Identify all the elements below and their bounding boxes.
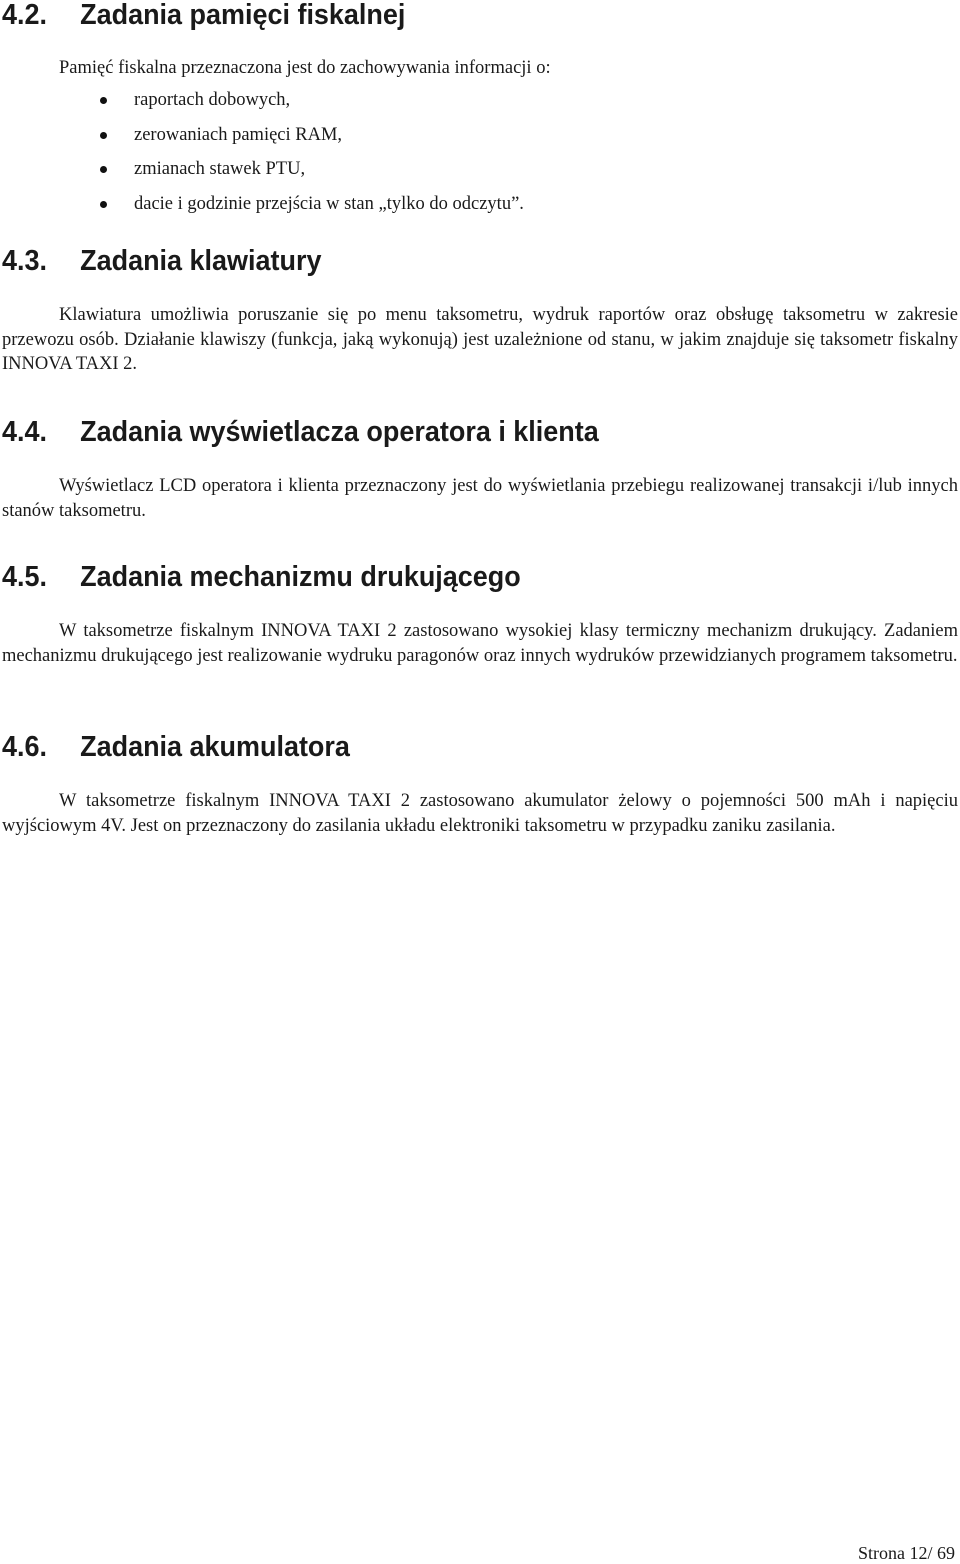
display-paragraph: Wyświetlacz LCD operatora i klienta przeznaczony jest do wyświetlania przebiegu realizowanej transakcji i/lub innych stanów taksometru.	[2, 476, 958, 521]
battery-paragraph: W taksometrze fiskalnym INNOVA TAXI 2 zastosowano akumulator żelowy o pojemności 500 mAh i napięciu wyjściowym 4V. Jest on przeznaczony do zasilania układu elektroniki taksometru w przypadku zaniku zasilania.	[2, 791, 958, 836]
fiscal-memory-intro: Pamięć fiskalna przeznaczona jest do zachowywania informacji o:	[59, 58, 551, 78]
list-item: zmianach stawek PTU,	[0, 157, 524, 181]
fiscal-memory-list	[0, 88, 524, 226]
heading-title: Zadania wyświetlacza operatora i klienta	[80, 416, 599, 448]
keyboard-paragraph: Klawiatura umożliwia poruszanie się po menu taksometru, wydruk raportów oraz obsługę taksometru w zakresie przewozu osób. Działanie klawiszy (funkcja, jaką wykonują) jest uzależnione od stanu, w jakim znajduje się taksometr fiskalny INNOVA TAXI 2.	[2, 305, 958, 374]
heading-4-6	[2, 731, 350, 763]
heading-title: Zadania mechanizmu drukującego	[80, 561, 521, 593]
heading-title: Zadania pamięci fiskalnej	[80, 0, 406, 31]
page-number: Strona 12/ 69	[858, 1543, 955, 1563]
heading-4-5	[2, 561, 521, 593]
heading-4-2	[2, 0, 405, 31]
heading-number: 4.4.	[2, 416, 47, 448]
heading-4-3	[2, 245, 321, 277]
heading-title: Zadania klawiatury	[80, 245, 322, 277]
printer-paragraph: W taksometrze fiskalnym INNOVA TAXI 2 zastosowano wysokiej klasy termiczny mechanizm drukujący. Zadaniem mechanizmu drukującego jest realizowanie wydruku paragonów oraz innych wydruków przewidzianych programem taksometru.	[2, 621, 958, 666]
heading-4-4	[2, 416, 599, 448]
heading-number: 4.2.	[2, 0, 47, 31]
list-item: zerowaniach pamięci RAM,	[0, 123, 524, 147]
list-item: dacie i godzinie przejścia w stan „tylko do odczytu”.	[0, 192, 524, 216]
list-item: raportach dobowych,	[0, 88, 524, 112]
bullet-icon	[100, 97, 107, 104]
bullet-icon	[100, 201, 107, 208]
heading-number: 4.3.	[2, 245, 47, 277]
heading-number: 4.5.	[2, 561, 47, 593]
heading-title: Zadania akumulatora	[80, 731, 350, 763]
bullet-icon	[100, 132, 107, 139]
heading-number: 4.6.	[2, 731, 47, 763]
bullet-icon	[100, 166, 107, 173]
